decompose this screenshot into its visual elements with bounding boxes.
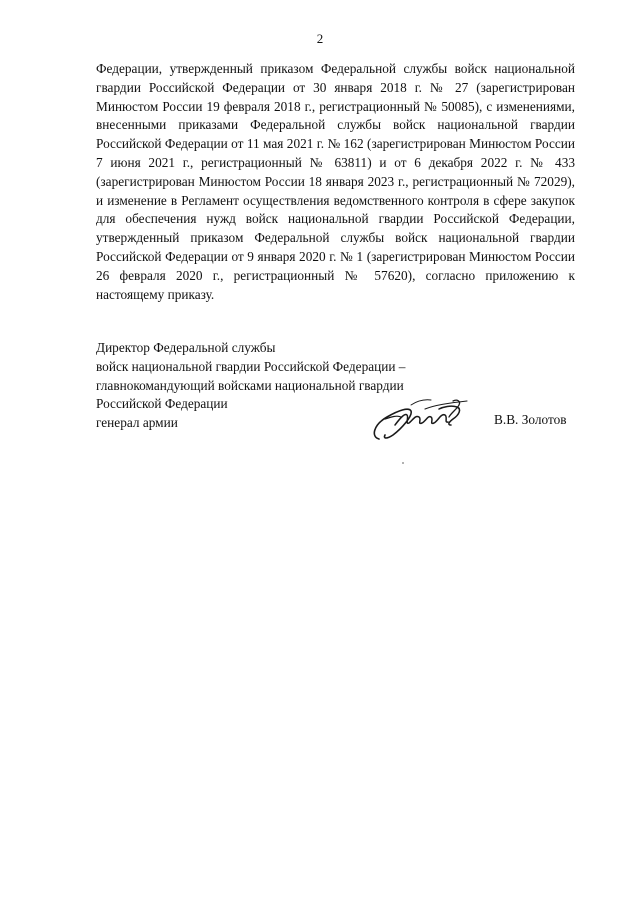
signatory-title-block <box>96 339 406 433</box>
signatory-title-line-2: войск национальной гвардии Российской Федерации – <box>96 358 406 374</box>
signatory-title-line-4: Российской Федерации <box>96 396 228 412</box>
body-paragraph: Федерации, утвержденный приказом Федеральной службы войск национальной гвардии Российской Федерации от 30 января 2018 г. № 27 (зарегистрирован Минюстом России 19 февраля 2018 г., регистрационный № 50085), с изменениями, внесенными приказами Федеральной службы войск национальной гвардии Российской Федерации от 11 мая 2021 г. № 162 (зарегистрирован Минюстом России 7 июня 2021 г., регистрационный № 63811) и от 6 декабря 2022 г. № 433 (зарегистрирован Минюстом России 18 января 2023 г., регистрационный № 72029), и изменение в Регламент осуществления ведомственного контроля в сфере закупок для обеспечения нужд войск национальной гвардии Российской Федерации, утвержденный приказом Федеральной службы войск национальной гвардии Российской Федерации от 9 января 2020 г. № 1 (зарегистрирован Минюстом России 26 февраля 2020 г., регистрационный № 57620), согласно приложению к настоящему приказу. <box>96 61 575 302</box>
scan-speck <box>402 462 404 464</box>
handwritten-signature-icon <box>365 395 475 445</box>
signatory-title-line-1: Директор Федеральной службы <box>96 340 276 355</box>
page-number: 2 <box>316 31 324 46</box>
signatory-title-line-3: главнокомандующий войсками национальной гвардии <box>96 377 404 393</box>
signatory-name: В.В. Золотов <box>494 412 567 427</box>
signatory-rank: генерал армии <box>96 415 178 431</box>
